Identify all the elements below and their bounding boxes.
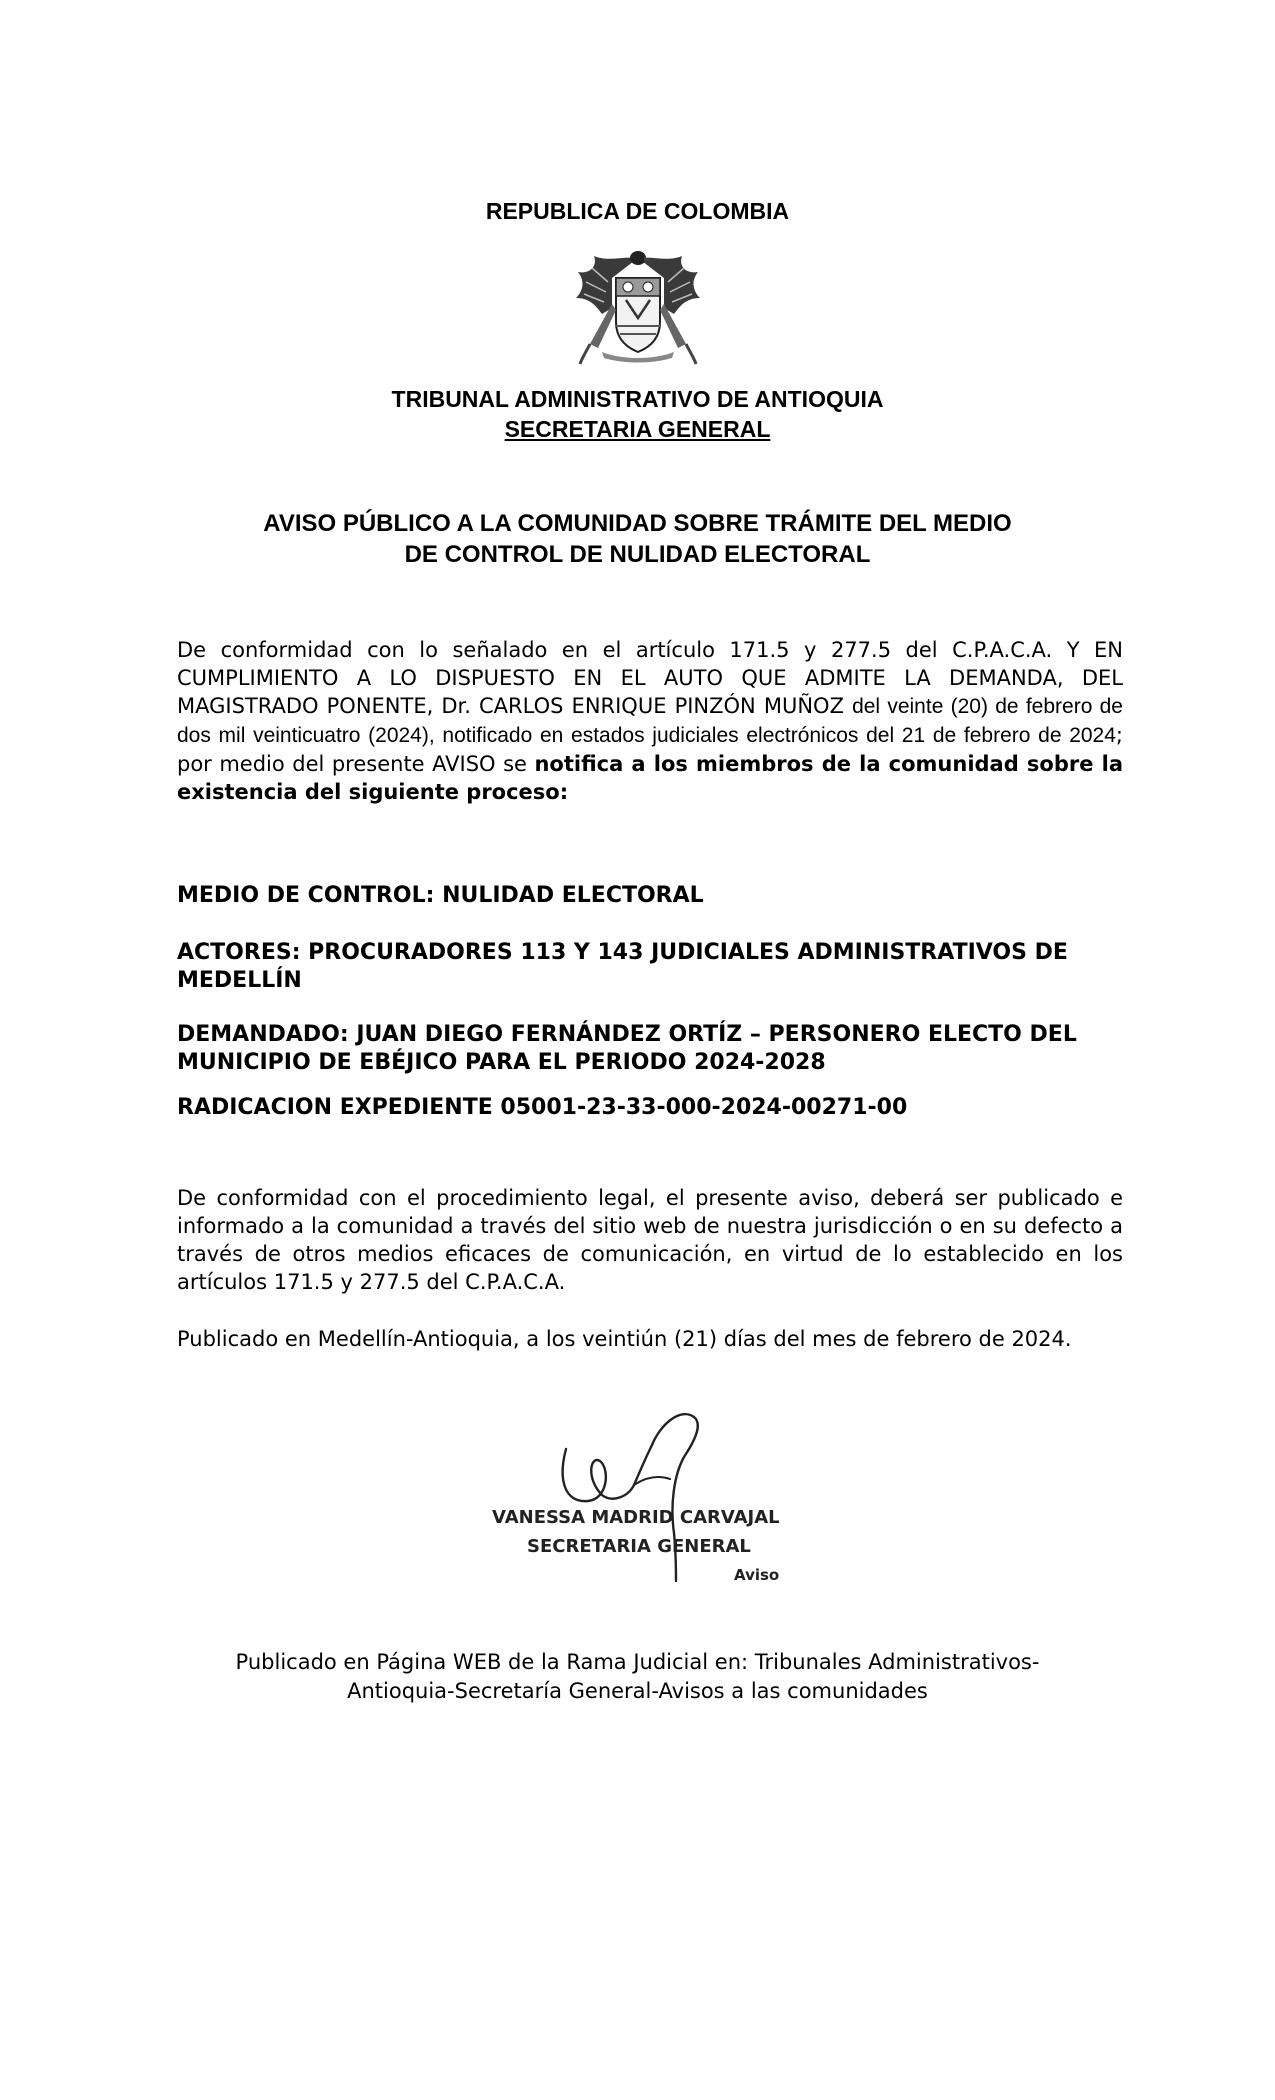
tribunal-heading: TRIBUNAL ADMINISTRATIVO DE ANTIOQUIA [391, 386, 884, 412]
case-radicacion: RADICACION EXPEDIENTE 05001-23-33-000-2024-00271-00 [177, 1095, 908, 1120]
intro-part-3: ; por medio del presente AVISO se [177, 723, 1123, 776]
intro-paragraph [177, 636, 1123, 806]
signer-name: VANESSA MADRID CARVAJAL [492, 1507, 780, 1528]
office-heading-wrap [0, 414, 1275, 444]
country-heading: REPUBLICA DE COLOMBIA [485, 198, 790, 224]
signer-role: SECRETARIA GENERAL [527, 1536, 751, 1557]
footer-line-2: Antioquia-Secretaría General-Avisos a las comunidades [347, 1679, 928, 1703]
footer-note [0, 1648, 1275, 1706]
colombia-coat-of-arms-icon [572, 248, 704, 366]
case-actores: ACTORES: PROCURADORES 113 Y 143 JUDICIALES ADMINISTRATIVOS DE MEDELLÍN [177, 940, 1068, 993]
case-medio: MEDIO DE CONTROL: NULIDAD ELECTORAL [177, 883, 704, 908]
procedure-paragraph: De conformidad con el procedimiento legal, el presente aviso, deberá ser publicado e informado a la comunidad a través del sitio web de nuestra jurisdicción o en su defecto a través de otros medios eficaces de comunicación, en virtud de lo establecido en los artículos 171.5 y 277.5 del C.P.A.C.A. [177, 1186, 1123, 1294]
office-heading: SECRETARIA GENERAL [504, 416, 771, 442]
published-paragraph: Publicado en Medellín-Antioquia, a los veintiún (21) días del mes de febrero de 2024. [177, 1327, 1072, 1351]
intro-part-1: De conformidad con lo señalado en el artículo 171.5 y 277.5 del C.P.A.C.A. Y EN CUMPLIMIENTO A LO DISPUESTO EN EL AUTO QUE ADMITE LA DEMANDA, DEL MAGISTRADO PONENTE, Dr. CARLOS ENRIQUE PINZÓN MUÑOZ [177, 638, 1123, 718]
notice-title-line-1: AVISO PÚBLICO A LA COMUNIDAD SOBRE TRÁMITE DEL MEDIO [263, 510, 1012, 537]
intro-bold: notifica a los miembros de la comunidad sobre la existencia del siguiente proceso: [177, 752, 1123, 804]
case-demandado: DEMANDADO: JUAN DIEGO FERNÁNDEZ ORTÍZ – PERSONERO ELECTO DEL MUNICIPIO DE EBÉJICO PARA EL PERIODO 2024-2028 [177, 1022, 1077, 1075]
intro-part-2: del veinte (20) de febrero de dos mil veinticuatro (2024), notificado en estados judiciales electrónicos del 21 de febrero de 2024 [177, 695, 1123, 747]
signature-tag: Aviso [734, 1566, 780, 1584]
notice-title [0, 508, 1275, 570]
notice-title-line-2: DE CONTROL DE NULIDAD ELECTORAL [404, 541, 871, 568]
footer-line-1: Publicado en Página WEB de la Rama Judicial en: Tribunales Administrativos- [235, 1650, 1040, 1674]
